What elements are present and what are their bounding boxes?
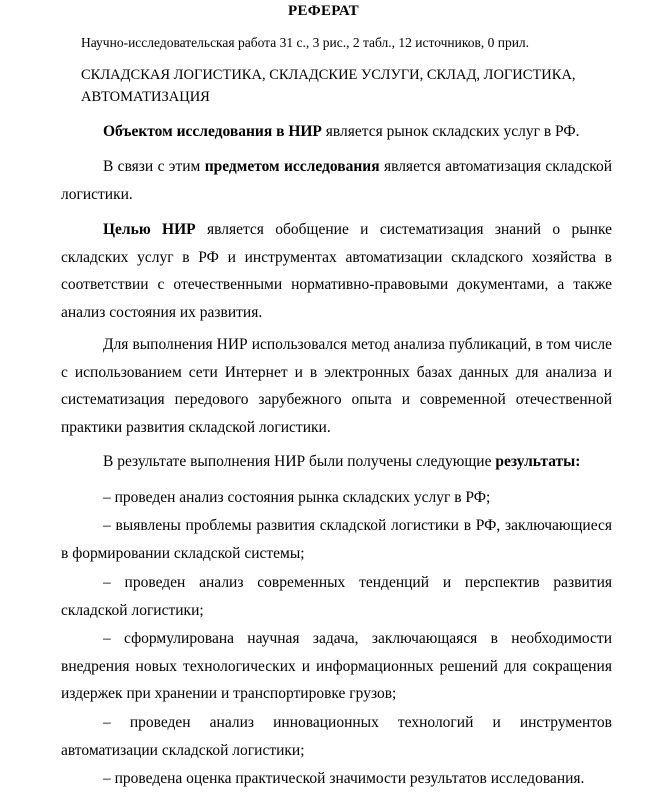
subject-label: предметом исследования <box>204 158 380 175</box>
subject-pre: В связи с этим <box>103 158 205 175</box>
result-item: – проведена оценка практической значимости результатов исследования. <box>103 770 585 787</box>
result-item: – проведен анализ состояния рынка складских услуг в РФ; <box>103 489 491 506</box>
result-item: – проведен анализ инновационных технологий и инструментов автоматизации складской логистики; <box>61 714 612 759</box>
goal-label: Целью НИР <box>103 221 196 238</box>
object-label: Объектом исследования в НИР <box>103 123 322 140</box>
result-item: – проведен анализ современных тенденций и перспектив развития складской логистики; <box>61 574 612 619</box>
document-title: РЕФЕРАТ <box>288 3 359 19</box>
results-intro-text: В результате выполнения НИР были получены следующие <box>103 453 496 470</box>
paragraph-method: Для выполнения НИР использовался метод анализа публикаций, в том числе с использованием сети Интернет и в электронных базах данных для анализа и систематизация передового зарубежного опыта и современной отечественной практики развития складской логистики. <box>61 336 612 436</box>
paragraph-results-intro <box>61 448 612 476</box>
paragraph-subject <box>61 153 612 208</box>
result-item: – выявлены проблемы развития складской логистики в РФ, заключающиеся в формировании складской системы; <box>61 517 612 562</box>
paragraph-goal <box>61 216 612 326</box>
subject-text: является автоматизация складской логистики. <box>61 158 612 203</box>
object-text: является рынок складских услуг в РФ. <box>321 123 580 140</box>
goal-text: является обобщение и систематизация знаний о рынке складских услуг в РФ и инструментах автоматизации складского хозяйства в соответствии с отечественными нормативно-правовыми документами, а также анализ состояния их развития. <box>61 221 612 321</box>
work-summary-line: Научно-исследовательская работа 31 с., 3 рис., 2 табл., 12 источников, 0 прил. <box>81 35 530 50</box>
keywords: СКЛАДСКАЯ ЛОГИСТИКА, СКЛАДСКИЕ УСЛУГИ, СКЛАД, ЛОГИСТИКА, АВТОМАТИЗАЦИЯ <box>81 67 576 105</box>
paragraph-object <box>61 118 612 146</box>
results-label: результаты: <box>495 453 581 470</box>
result-item: – сформулирована научная задача, заключающаяся в необходимости внедрения новых технологических и информационных решений для сокращения издержек при хранении и транспортировке грузов; <box>61 630 612 702</box>
